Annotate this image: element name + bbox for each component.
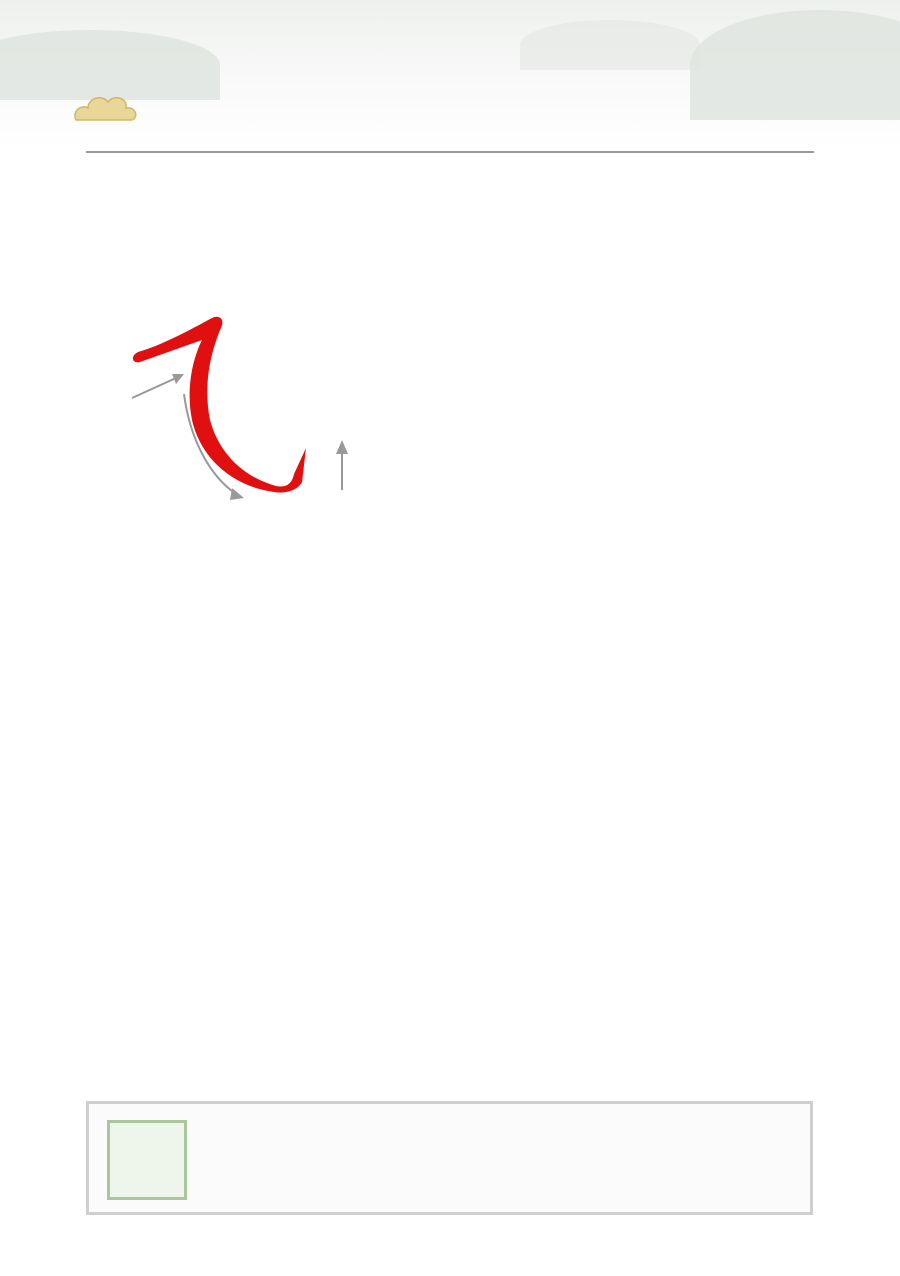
- stroke-demo: [80, 290, 380, 550]
- knowledge-stamp: [107, 1120, 187, 1200]
- calligraphy-knowledge-box: [86, 1101, 813, 1215]
- stamp-char-1: [112, 1125, 148, 1161]
- stamp-char-2: [148, 1125, 184, 1161]
- cloud-icon: [70, 90, 140, 126]
- mountain-decoration-right: [690, 10, 900, 120]
- header-background: [0, 0, 900, 150]
- header-divider: [86, 151, 814, 153]
- stamp-char-4: [148, 1161, 184, 1197]
- mountain-decoration-mid: [520, 20, 700, 70]
- stroke-diagram: [80, 290, 380, 550]
- stamp-char-3: [112, 1161, 148, 1197]
